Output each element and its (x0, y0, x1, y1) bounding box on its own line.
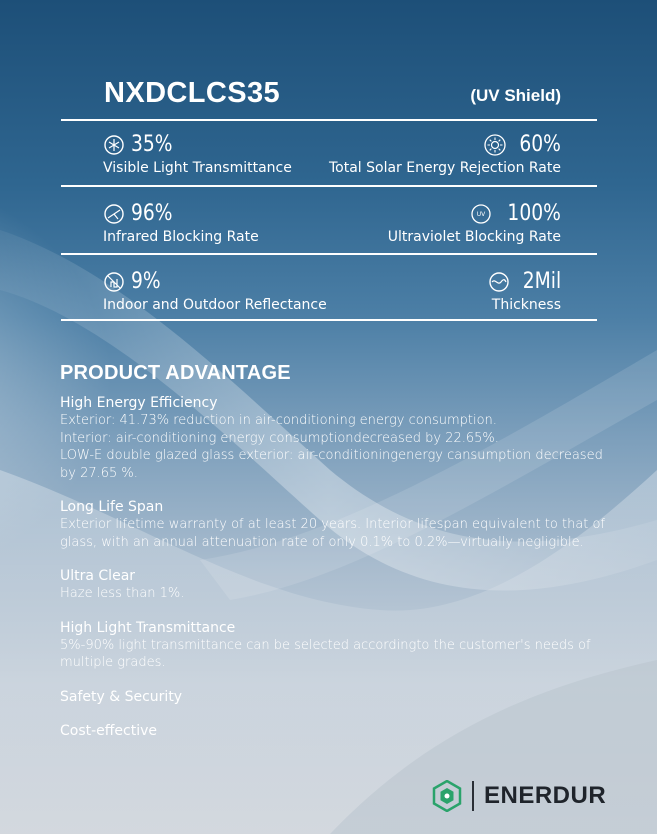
spec-label: Total Solar Energy Rejection Rate (328, 160, 561, 176)
advantage-title: Safety & Security (60, 688, 183, 705)
brand-logo (432, 780, 606, 812)
product-code: NXDCLCS35 (104, 77, 281, 109)
product-variant: (UV Shield) (470, 86, 561, 105)
spec-label: Thickness (491, 297, 561, 313)
spec-row-3 (103, 268, 561, 318)
product-advantage (60, 360, 615, 756)
spec-value: 100% (507, 201, 561, 226)
brand-name: ENERDUR (484, 782, 607, 809)
spec-ultraviolet (388, 200, 561, 246)
spec-label: Ultraviolet Blocking Rate (387, 229, 561, 245)
spec-label: Visible Light Transmittance (103, 160, 292, 176)
advantage-text: multiple grades. (60, 655, 166, 670)
divider (61, 253, 597, 255)
divider (61, 119, 597, 121)
advantage-item (60, 722, 615, 740)
spec-value: 60% (519, 132, 561, 157)
spec-reflectance (103, 268, 327, 314)
advantage-text: glass, with an annual attenuation rate of only 0.1% to 0.2%—virtually negligible. (60, 534, 584, 550)
spec-infrared (103, 200, 259, 246)
advantage-text: LOW-E double glazed glass exterior: air-conditioningenergy cansumption decreased (60, 448, 603, 463)
brand-mark-icon (432, 780, 462, 812)
reflectance-icon (103, 271, 125, 293)
spec-value: 9% (131, 269, 161, 294)
spec-value: 2Mil (522, 269, 561, 294)
advantage-heading: PRODUCT ADVANTAGE (60, 362, 291, 384)
spec-thickness (488, 268, 561, 314)
advantage-title: High Energy Efficiency (60, 395, 218, 411)
advantage-title: Long Life Span (60, 499, 164, 515)
svg-text:UV: UV (476, 211, 486, 218)
spec-value: 35% (131, 132, 173, 157)
spec-label: Infrared Blocking Rate (103, 229, 259, 245)
advantage-text: Exterior: 41.73% reduction in air-conditioning energy consumption. (60, 413, 497, 428)
spec-solar-rejection (329, 131, 561, 177)
advantage-text: Exterior lifetime warranty of at least 20 years. Interior lifespan equivalent to that of (60, 517, 606, 532)
advantage-title: High Light Transmittance (60, 619, 236, 636)
advantage-title: Cost-effective (60, 722, 158, 739)
advantage-text: 5%-90% light transmittance can be selected accordingto the customer's needs of (60, 637, 591, 653)
advantage-title: Ultra Clear (60, 568, 136, 584)
uv-icon (470, 203, 492, 225)
advantage-item (60, 567, 615, 603)
divider (61, 319, 597, 321)
sun-icon (484, 134, 506, 156)
spec-value: 96% (131, 201, 173, 226)
spec-label: Indoor and Outdoor Reflectance (103, 297, 327, 313)
visible-light-icon (103, 134, 125, 156)
advantage-item (60, 394, 615, 482)
advantage-text: by 27.65 %. (60, 465, 138, 481)
spec-visible-light (103, 131, 292, 177)
spec-row-1 (103, 131, 561, 181)
advantage-item (60, 688, 615, 706)
divider (61, 185, 597, 187)
advantage-item (60, 498, 615, 551)
spec-row-2 (103, 200, 561, 250)
advantage-item (60, 619, 615, 672)
advantage-text: Interior: air-conditioning energy consumptiondecreased by 22.65%. (60, 430, 499, 446)
title-row (104, 74, 561, 114)
logo-separator (472, 781, 474, 811)
advantage-text: Haze less than 1%. (60, 586, 185, 601)
infrared-icon (103, 203, 125, 225)
thickness-icon (488, 271, 510, 293)
